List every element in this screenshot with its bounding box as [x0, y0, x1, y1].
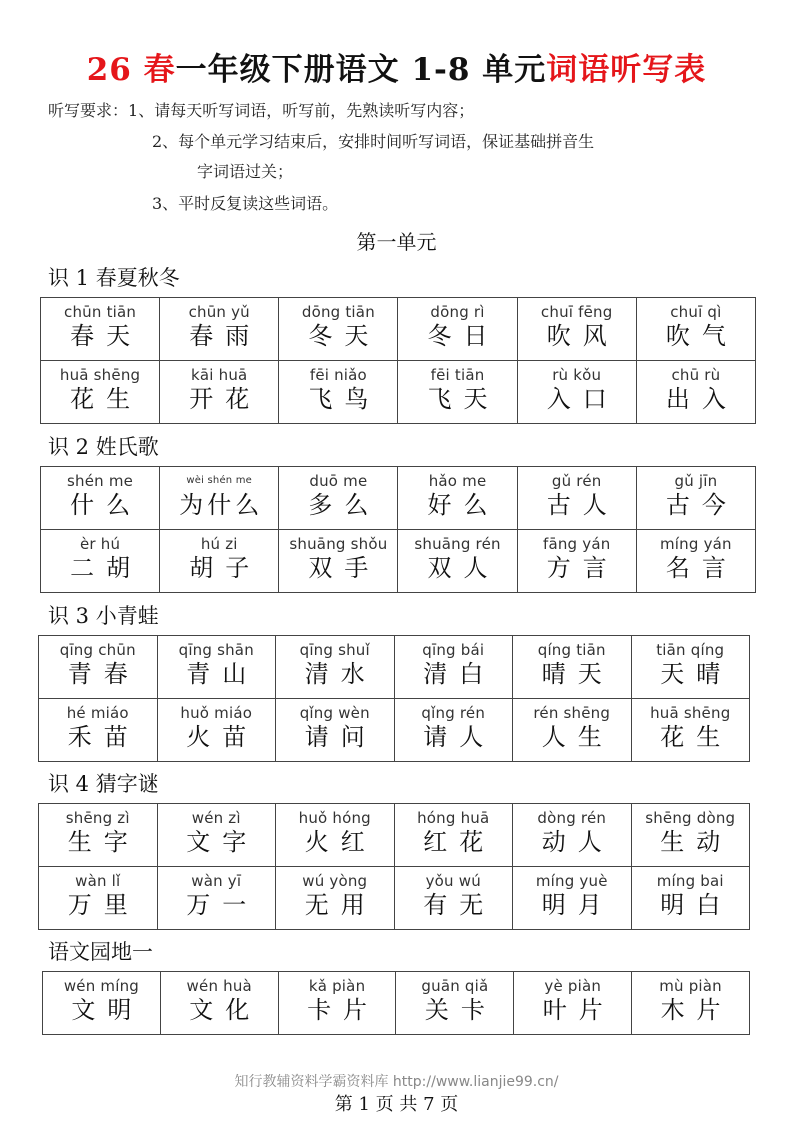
hanzi-word: 入口	[546, 385, 619, 413]
word-cell	[636, 361, 755, 424]
word-cell	[517, 298, 636, 361]
hanzi-word: 飞鸟	[308, 385, 381, 413]
word-cell	[160, 298, 279, 361]
pinyin-text: chuī qì	[670, 303, 722, 321]
hanzi-word: 红花	[423, 828, 496, 856]
word-cell	[157, 804, 276, 867]
word-cell	[39, 636, 158, 699]
unit-title: 第一单元	[356, 230, 437, 254]
word-cell	[39, 699, 158, 762]
word-cell	[160, 972, 278, 1035]
hanzi-word: 春天	[70, 322, 143, 350]
pinyin-text: yǒu wú	[425, 872, 481, 890]
section-title: 识 1 春夏秋冬	[48, 266, 180, 290]
hanzi-word: 双人	[427, 554, 500, 582]
pinyin-text: míng bai	[656, 872, 724, 890]
word-row	[39, 867, 750, 930]
hanzi-word: 明白	[660, 891, 733, 919]
pinyin-text: wén huà	[186, 977, 252, 995]
pinyin-text: wú yòng	[302, 872, 368, 890]
pinyin-text: hé miáo	[66, 704, 129, 722]
word-cell	[157, 636, 276, 699]
word-cell	[398, 298, 517, 361]
word-row	[41, 298, 756, 361]
word-cell	[636, 530, 755, 593]
pinyin-text: huǒ miáo	[180, 704, 253, 722]
word-cell	[632, 972, 750, 1035]
word-cell	[160, 467, 279, 530]
hanzi-word: 清白	[423, 660, 496, 688]
word-cell	[636, 298, 755, 361]
pinyin-text: guān qiǎ	[421, 977, 489, 995]
pinyin-text: shuāng shǒu	[289, 535, 388, 553]
pinyin-text: hú zi	[200, 535, 238, 553]
word-cell	[276, 636, 395, 699]
footer-site: 知行教辅资料学霸资料库 http://www.lianjie99.cn/	[234, 1074, 559, 1090]
page-title	[0, 44, 793, 89]
hanzi-word: 禾苗	[67, 723, 140, 751]
word-cell	[41, 467, 160, 530]
word-cell	[513, 804, 632, 867]
pinyin-text: mù piàn	[659, 977, 722, 995]
word-table	[40, 466, 756, 593]
word-cell	[279, 530, 398, 593]
hanzi-word: 文字	[186, 828, 259, 856]
pinyin-text: shēng zì	[65, 809, 130, 827]
hanzi-word: 开花	[189, 385, 262, 413]
pinyin-text: gǔ jīn	[674, 472, 718, 490]
word-cell	[517, 530, 636, 593]
word-cell	[276, 699, 395, 762]
pinyin-text: huā shēng	[650, 704, 731, 722]
hanzi-word: 冬日	[427, 322, 500, 350]
hanzi-word: 古人	[546, 491, 619, 519]
word-cell	[394, 804, 513, 867]
word-row	[39, 804, 750, 867]
requirement-2b: 字词语过关；	[197, 162, 294, 181]
word-cell	[41, 530, 160, 593]
pinyin-text: qīng chūn	[59, 641, 136, 659]
word-cell	[160, 361, 279, 424]
pinyin-text: duō me	[309, 472, 368, 490]
hanzi-word: 二胡	[70, 554, 143, 582]
word-cell	[279, 467, 398, 530]
hanzi-word: 双手	[308, 554, 381, 582]
pinyin-text: wén zì	[191, 809, 241, 827]
word-cell	[279, 298, 398, 361]
word-cell	[513, 699, 632, 762]
pinyin-text: wàn lǐ	[75, 872, 121, 890]
hanzi-word: 胡子	[189, 554, 262, 582]
hanzi-word: 晴天	[541, 660, 614, 688]
hanzi-word: 木片	[660, 996, 733, 1024]
requirements-line1	[48, 101, 474, 121]
word-cell	[636, 467, 755, 530]
word-cell	[41, 298, 160, 361]
hanzi-word: 花生	[70, 385, 143, 413]
pinyin-text: gǔ rén	[551, 472, 602, 490]
pinyin-text: qǐng wèn	[299, 704, 370, 722]
word-cell	[279, 361, 398, 424]
pinyin-text: chuī fēng	[540, 303, 613, 321]
hanzi-word: 文化	[189, 996, 262, 1024]
title-subject: 词语听写表	[546, 52, 707, 88]
pinyin-text: huā shēng	[59, 366, 141, 384]
word-cell	[514, 972, 632, 1035]
pinyin-text: fēi niǎo	[309, 366, 367, 384]
hanzi-word: 冬天	[308, 322, 381, 350]
pinyin-text: míng yuè	[535, 872, 608, 890]
pinyin-text: wàn yī	[191, 872, 242, 890]
hanzi-word: 动人	[541, 828, 614, 856]
pinyin-text: dōng tiān	[301, 303, 375, 321]
word-row	[39, 636, 750, 699]
word-cell	[160, 530, 279, 593]
hanzi-word: 请人	[423, 723, 496, 751]
requirement-2a: 2、每个单元学习结束后，安排时间听写词语，保证基础拼音生	[152, 132, 595, 151]
pinyin-text: rén shēng	[533, 704, 611, 722]
pinyin-text: dōng rì	[430, 303, 485, 321]
hanzi-word: 为什么	[179, 491, 264, 519]
pinyin-text: hǎo me	[428, 472, 487, 490]
word-cell	[631, 636, 750, 699]
word-row	[41, 467, 756, 530]
word-row	[43, 972, 750, 1035]
hanzi-word: 明月	[541, 891, 614, 919]
word-cell	[398, 467, 517, 530]
hanzi-word: 青山	[186, 660, 259, 688]
section-title: 识 4 猜字谜	[48, 772, 159, 796]
hanzi-word: 万一	[186, 891, 259, 919]
pinyin-text: fēi tiān	[430, 366, 485, 384]
word-cell	[396, 972, 514, 1035]
word-cell	[517, 467, 636, 530]
word-cell	[157, 867, 276, 930]
hanzi-word: 火苗	[186, 723, 259, 751]
word-row	[41, 530, 756, 593]
word-cell	[513, 636, 632, 699]
word-row	[41, 361, 756, 424]
hanzi-word: 卡片	[307, 996, 380, 1024]
section-title: 识 3 小青蛙	[48, 604, 159, 628]
word-cell	[394, 699, 513, 762]
pinyin-text: qīng shuǐ	[299, 641, 370, 659]
pinyin-text: kǎ piàn	[308, 977, 366, 995]
requirement-3: 3、平时反复读这些词语。	[152, 194, 339, 213]
pinyin-text: qǐng rén	[421, 704, 486, 722]
title-year: 26 春	[86, 52, 176, 88]
hanzi-word: 叶片	[542, 996, 615, 1024]
word-cell	[43, 972, 161, 1035]
hanzi-word: 生字	[67, 828, 140, 856]
word-cell	[394, 867, 513, 930]
word-row	[39, 699, 750, 762]
pinyin-text: rù kǒu	[552, 366, 602, 384]
pinyin-text: qīng shān	[178, 641, 254, 659]
word-cell	[631, 699, 750, 762]
hanzi-word: 文明	[71, 996, 144, 1024]
pinyin-text: kāi huā	[191, 366, 248, 384]
pinyin-text: yè piàn	[544, 977, 602, 995]
pinyin-text: qíng tiān	[537, 641, 606, 659]
word-cell	[631, 804, 750, 867]
hanzi-word: 吹气	[665, 322, 738, 350]
word-cell	[631, 867, 750, 930]
pinyin-text: dòng rén	[537, 809, 607, 827]
pinyin-text: wèi shén me	[186, 475, 253, 486]
pinyin-text: fāng yán	[542, 535, 611, 553]
word-cell	[41, 361, 160, 424]
hanzi-word: 人生	[541, 723, 614, 751]
word-cell	[398, 530, 517, 593]
pinyin-text: míng yán	[660, 535, 732, 553]
hanzi-word: 方言	[546, 554, 619, 582]
word-table	[42, 971, 750, 1035]
hanzi-word: 有无	[423, 891, 496, 919]
pinyin-text: shén me	[67, 472, 134, 490]
word-cell	[278, 972, 396, 1035]
page-number: 第 1 页 共 7 页	[334, 1094, 459, 1115]
hanzi-word: 好么	[427, 491, 500, 519]
hanzi-word: 火红	[304, 828, 377, 856]
word-cell	[398, 361, 517, 424]
hanzi-word: 春雨	[189, 322, 262, 350]
hanzi-word: 飞天	[427, 385, 500, 413]
pinyin-text: chūn tiān	[64, 303, 137, 321]
pinyin-text: qīng bái	[422, 641, 485, 659]
requirements-label: 听写要求：	[48, 101, 129, 120]
section-title: 识 2 姓氏歌	[48, 435, 159, 459]
word-table	[38, 635, 750, 762]
hanzi-word: 万里	[67, 891, 140, 919]
hanzi-word: 关卡	[424, 996, 497, 1024]
word-cell	[39, 804, 158, 867]
word-cell	[276, 867, 395, 930]
word-cell	[157, 699, 276, 762]
hanzi-word: 出入	[665, 385, 738, 413]
hanzi-word: 花生	[660, 723, 733, 751]
hanzi-word: 青春	[67, 660, 140, 688]
word-cell	[39, 867, 158, 930]
pinyin-text: tiān qíng	[656, 641, 725, 659]
section-title: 语文园地一	[48, 940, 153, 964]
hanzi-word: 天晴	[660, 660, 733, 688]
pinyin-text: shēng dòng	[645, 809, 736, 827]
word-cell	[513, 867, 632, 930]
pinyin-text: èr hú	[79, 535, 121, 553]
pinyin-text: huǒ hóng	[298, 809, 371, 827]
hanzi-word: 吹风	[546, 322, 619, 350]
word-cell	[276, 804, 395, 867]
hanzi-word: 名言	[665, 554, 738, 582]
hanzi-word: 什么	[70, 491, 143, 519]
word-cell	[394, 636, 513, 699]
hanzi-word: 古今	[665, 491, 738, 519]
word-table	[40, 297, 756, 424]
pinyin-text: chū rù	[671, 366, 721, 384]
hanzi-word: 清水	[304, 660, 377, 688]
hanzi-word: 生动	[660, 828, 733, 856]
hanzi-word: 请问	[304, 723, 377, 751]
hanzi-word: 无用	[304, 891, 377, 919]
hanzi-word: 多么	[308, 491, 381, 519]
title-grade: 一年级下册语文 1-8 单元	[175, 52, 547, 88]
pinyin-text: shuāng rén	[414, 535, 501, 553]
pinyin-text: hóng huā	[417, 809, 490, 827]
pinyin-text: chūn yǔ	[188, 303, 250, 321]
requirement-1: 1、请每天听写词语，听写前，先熟读听写内容；	[128, 101, 475, 120]
pinyin-text: wén míng	[63, 977, 139, 995]
word-cell	[517, 361, 636, 424]
word-table	[38, 803, 750, 930]
